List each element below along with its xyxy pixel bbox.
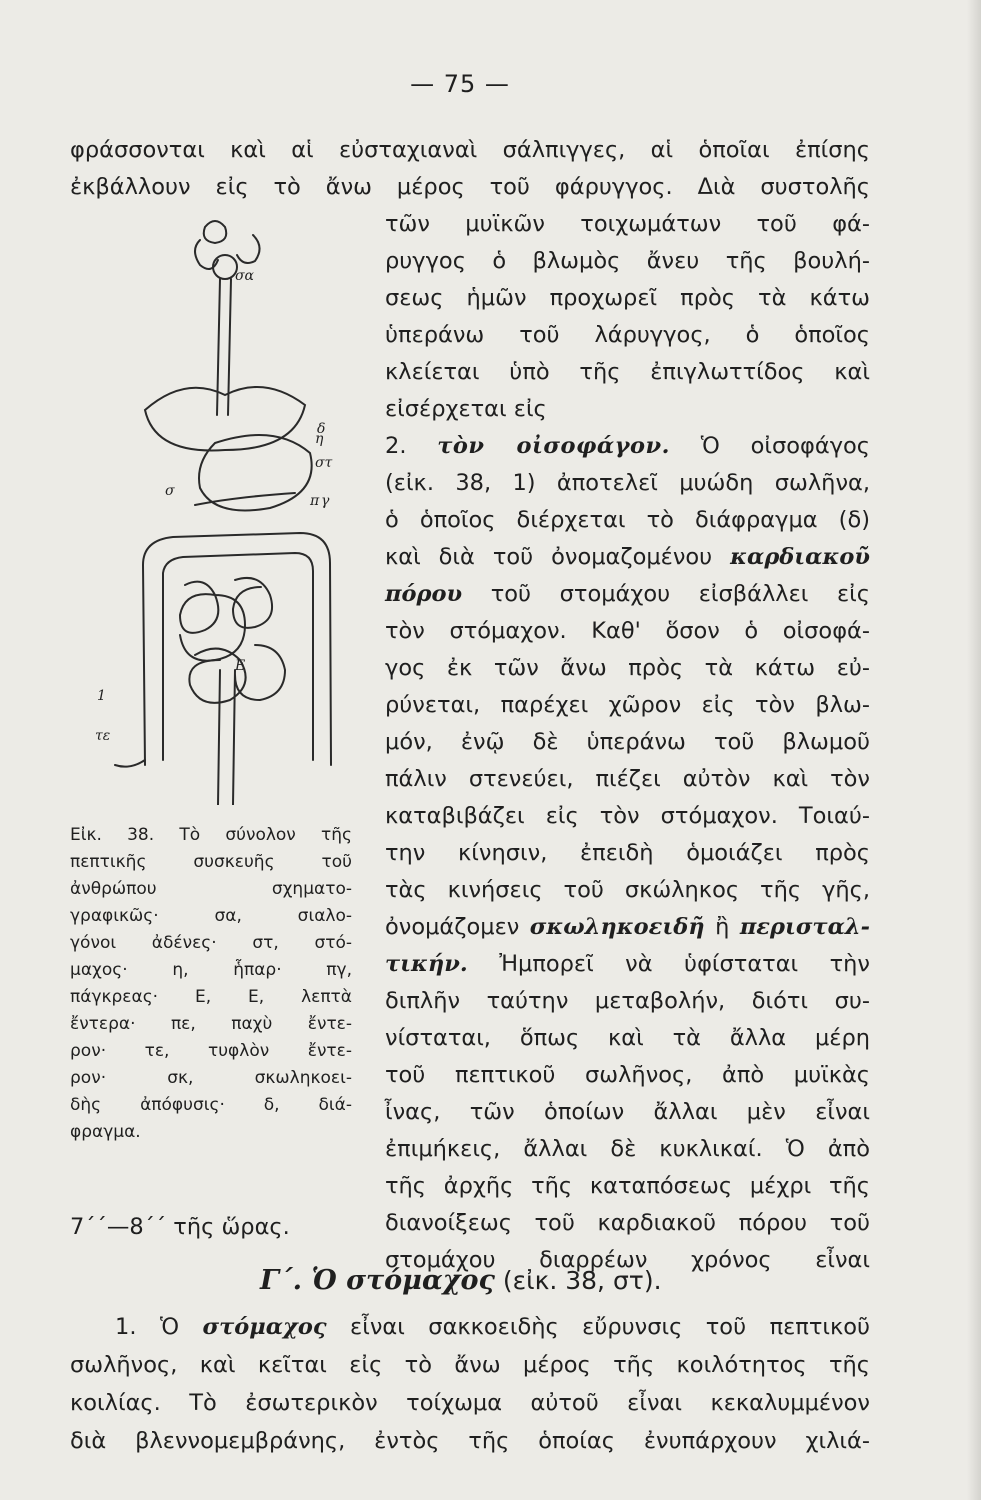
figure-label-st: στ	[315, 455, 333, 471]
text-line: τικήν. Ἠμπορεῖ νὰ ὑφίσταται τὴν	[385, 951, 870, 977]
text-line: διπλῆν ταύτην μεταβολήν, διότι συ-	[385, 988, 870, 1014]
text-line: στομάχου διαρρέων χρόνος εἶναι	[385, 1247, 870, 1273]
text-line: γος ἐκ τῶν ἄνω πρὸς τὰ κάτω εὐ-	[385, 655, 870, 681]
text-line: διὰ βλεννομεμβράνης, ἐντὸς τῆς ὁποίας ἐνυπάρχουν χιλιά-	[70, 1428, 870, 1454]
text-line: 2. τὸν οἰσοφάγον. Ὁ οἰσοφάγος	[385, 433, 871, 459]
text-line: ρυγγος ὁ βλωμὸς ἄνευ τῆς βουλή-	[385, 248, 870, 274]
figure-mouth	[204, 221, 227, 243]
text-line: (εἰκ. 38, 1) ἀποτελεῖ μυώδη σωλῆνα,	[385, 470, 870, 496]
text-line: ρύνεται, παρέχει χῶρον εἰς τὸν βλω-	[385, 692, 870, 718]
figure-rectum	[218, 670, 235, 805]
text-line: καὶ διὰ τοῦ ὀνομαζομένου καρδιακοῦ	[385, 544, 870, 570]
text-line: τὸν στόμαχον. Καθ' ὅσον ὁ οἰσοφά-	[385, 618, 870, 644]
figure-label-gamma: γ	[321, 493, 330, 509]
text-line: φράσσονται καὶ αἱ εὐσταχιαναὶ σάλπιγγες, αἱ ὁποῖαι ἐπίσης	[70, 137, 870, 163]
figure-label-E: Ε	[235, 658, 246, 674]
section-heading	[260, 1265, 662, 1296]
text-line: εἰσέρχεται εἰς	[385, 396, 547, 422]
figure-salivary-gland-left	[195, 240, 218, 269]
text-line: διανοίξεως τοῦ καρδιακοῦ πόρου τοῦ	[385, 1210, 870, 1236]
list-number: 2.	[385, 433, 407, 459]
page-binding-shadow	[967, 0, 981, 1500]
text-line: τῶν μυϊκῶν τοιχωμάτων τοῦ φά-	[385, 211, 870, 237]
figure-pharynx	[213, 255, 237, 279]
term-orifice: πόρου	[385, 581, 463, 607]
text-line: πόρου τοῦ στομάχου εἰσβάλλει εἰς	[385, 581, 870, 607]
text-line: ὀνομάζομεν σκωληκοειδῆ ἢ περισταλ-	[385, 914, 870, 940]
text-line: κλείεται ὑπὸ τῆς ἐπιγλωττίδος καὶ	[385, 359, 870, 385]
figure-label-sa: σα	[235, 268, 255, 284]
digestive-system-figure	[85, 205, 350, 805]
term-peristaltic-3: τικήν.	[385, 951, 468, 977]
term-cardiac: καρδιακοῦ	[730, 544, 870, 570]
term-stomach: στόμαχος	[202, 1314, 327, 1340]
term-peristaltic-2: περισταλ-	[739, 914, 870, 940]
text-line: ἐπιμήκεις, ἄλλαι δὲ κυκλικαί. Ὁ ἀπὸ	[385, 1136, 870, 1162]
text-line: 1. Ὁ στόμαχος εἶναι σακκοειδὴς εὔρυνσις τοῦ πεπτικοῦ	[115, 1314, 871, 1340]
figure-label-delta: δ	[317, 421, 326, 437]
figure-label-one: 1	[97, 688, 106, 704]
term-esophagus: τὸν οἰσοφάγον.	[437, 433, 670, 459]
text-line: σεως ἡμῶν προχωρεῖ πρὸς τὰ κάτω	[385, 285, 870, 311]
figure-stomach	[199, 435, 312, 511]
time-line: 7΄΄—8΄΄ τῆς ὥρας.	[70, 1214, 290, 1240]
book-page: — 75 — φράσσονται καὶ αἱ εὐσταχιαναὶ σάλπιγγες, αἱ ὁποῖαι ἐπίσης ἐκβάλλουν εἰς τὸ ἄνω μέρος τοῦ φάρυγγος. Διὰ συστολῆς σα στ σ η π γ Ε τε 1 δ τῶν μυϊκῶν τοιχωμάτων τοῦ φά- ρυγγος ὁ βλωμὸς ἄνευ τῆς βουλή- σεως ἡμῶν προχωρεῖ πρὸς τὰ κάτω ὑπεράνω τοῦ λάρυγγος, ὁ ὁποῖος κλείεται ὑπὸ τῆς ἐπιγλωττίδος καὶ εἰσέρχεται εἰς 2. τὸν οἰσοφάγον. Ὁ οἰσοφάγος (εἰκ. 38, 1) ἀποτελεῖ μυώδη σωλῆνα, ὁ ὁποῖος διέρχεται τὸ διάφραγμα (δ) καὶ διὰ τοῦ ὀνομαζομένου καρδιακοῦ πόρου τοῦ στομάχου εἰσβάλλει εἰς τὸν στόμαχον. Καθ' ὅσον ὁ οἰσοφά- γος ἐκ τῶν ἄνω πρὸς τὰ κάτω εὐ- ρύνεται, παρέχει χῶρον εἰς τὸν βλω- μόν, ἐνῷ δὲ ὑπεράνω τοῦ βλωμοῦ πάλιν στενεύει, πιέζει αὐτὸν καὶ τὸν καταβιβάζει εἰς τὸν στόμαχον. Τοιαύ- την κίνησιν, ἐπειδὴ ὁμοιάζει πρὸς τὰς κινήσεις τοῦ σκώληκος τῆς γῆς, ὀνομάζομεν σκωληκοειδῆ ἢ περισταλ- τικήν. Ἠμπορεῖ νὰ ὑφίσταται τὴν διπλῆν ταύτην μεταβολήν, διότι συ- νίσταται, ὅπως καὶ τὰ ἄλλα μέρη τοῦ πεπτικοῦ σωλῆνος, ἀπὸ μυϊκὰς ἶνας, τῶν ὁποίων ἄλλαι μὲν εἶναι ἐπιμήκεις, ἄλλαι δὲ κυκλικαί. Ὁ ἀπὸ τῆς ἀρχῆς τῆς καταπόσεως μέχρι τῆς διανοίξεως τοῦ καρδιακοῦ πόρου τοῦ στομάχου διαρρέων χρόνος εἶναι Εἰκ. 38. Τὸ σύνολον τῆς πεπτικῆς συσκευῆς τοῦ ἀνθρώπου σχηματο- γραφικῶς· σα, σιαλο- γόνοι ἀδένες· στ, στό- μαχος· η, ἧπαρ· πγ, πάγκρεας· Ε, Ε, λεπτὰ ἔντερα· πε, παχὺ ἔντε- ρον· τε, τυφλὸν ἔντε- ρον· σκ, σκωληκοει- δὴς ἀπόφυσις· δ, διά- φραγμα. 7΄΄—8΄΄ τῆς ὥρας. Γ΄. Ὁ στόμαχος (εἰκ. 38, στ). 1. Ὁ στόμαχος εἶναι σακκοειδὴς εὔρυνσις τοῦ πεπτικοῦ σωλῆνος, καὶ κεῖται εἰς τὸ ἄνω μέρος τῆς κοιλότητος τῆς κοιλίας. Τὸ ἐσωτερικὸν τοίχωμα αὐτοῦ εἶναι κεκαλυμμένον διὰ βλεννομεμβράνης, ἐντὸς τῆς ὁποίας ἐνυπάρχουν χιλιά-	[0, 0, 981, 1500]
figure-pancreas	[195, 493, 295, 505]
text-line: μόν, ἐνῷ δὲ ὑπεράνω τοῦ βλωμοῦ	[385, 729, 870, 755]
figure-salivary-gland-right	[237, 235, 260, 263]
figure-label-eta: η	[315, 431, 324, 447]
figure-label-pi: π	[310, 493, 320, 509]
term-peristaltic-1: σκωληκοειδῆ	[529, 914, 705, 940]
text-line: σωλῆνος, καὶ κεῖται εἰς τὸ ἄνω μέρος τῆς κοιλότητος τῆς	[70, 1352, 870, 1378]
text-line: ἐκβάλλουν εἰς τὸ ἄνω μέρος τοῦ φάρυγγος. Διὰ συστολῆς	[70, 174, 870, 200]
text-line: κοιλίας. Τὸ ἐσωτερικὸν τοίχωμα αὐτοῦ εἶναι κεκαλυμμένον	[70, 1390, 870, 1416]
text-line: ὁ ὁποῖος διέρχεται τὸ διάφραγμα (δ)	[385, 507, 870, 533]
text-line: νίσταται, ὅπως καὶ τὰ ἄλλα μέρη	[385, 1025, 870, 1051]
figure-appendix	[115, 760, 145, 767]
text-line: την κίνησιν, ἐπειδὴ ὁμοιάζει πρὸς	[385, 840, 870, 866]
text-line: τοῦ πεπτικοῦ σωλῆνος, ἀπὸ μυϊκὰς	[385, 1062, 870, 1088]
text-line: καταβιβάζει εἰς τὸν στόμαχον. Τοιαύ-	[385, 803, 870, 829]
text-line: ἶνας, τῶν ὁποίων ἄλλαι μὲν εἶναι	[385, 1099, 870, 1125]
section-heading-ref: (εἰκ. 38, στ).	[502, 1266, 662, 1295]
text-line: ὑπεράνω τοῦ λάρυγγος, ὁ ὁποῖος	[385, 322, 870, 348]
figure-label-sigma: σ	[165, 483, 175, 499]
text-line: τὰς κινήσεις τοῦ σκώληκος τῆς γῆς,	[385, 877, 870, 903]
text-line: τῆς ἀρχῆς τῆς καταπόσεως μέχρι τῆς	[385, 1173, 870, 1199]
section-heading-title: Γ΄. Ὁ στόμαχος	[260, 1265, 495, 1296]
text-line: πάλιν στενεύει, πιέζει αὐτὸν καὶ τὸν	[385, 766, 870, 792]
figure-label-te: τε	[95, 728, 111, 744]
page-number: — 75 —	[410, 70, 510, 98]
